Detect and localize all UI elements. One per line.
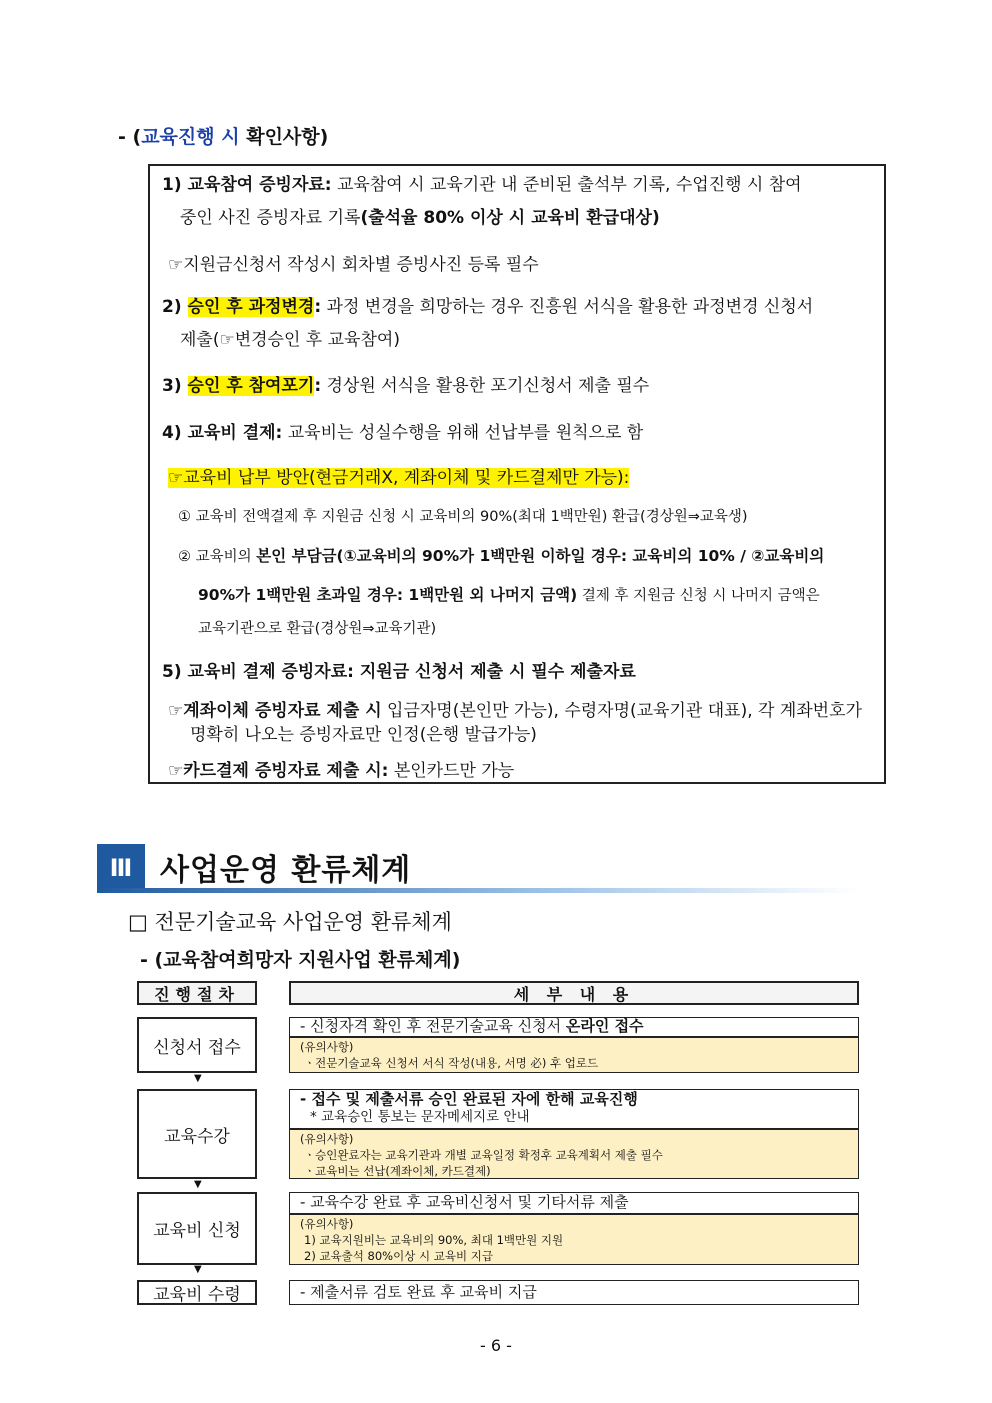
item4-sub2: ② 교육비의 본인 부담금(①교육비의 90%가 1백만원 이하일 경우: 교육비의 10% / ②교육비의: [178, 547, 825, 565]
page-number: - 6 -: [480, 1336, 512, 1355]
item1-line: 1) 교육참여 증빙자료: 교육참여 시 교육기관 내 준비된 출석부 기록, 수업진행 시 참여: [162, 175, 802, 195]
item4-sub1: ① 교육비 전액결제 후 지원금 신청 시 교육비의 90%(최대 1백만원) 환급(경상원⇒교육생): [178, 509, 748, 525]
section-heading: - (교육진행 시 확인사항): [118, 126, 329, 148]
chapter-title: 사업운영 환류체계: [160, 853, 412, 888]
step1-notes: (유의사항) ㆍ전문기술교육 신청서 서식 작성(내용, 서명 必) 후 업로드: [289, 1037, 859, 1073]
step2-notes: (유의사항) ㆍ승인완료자는 교육기관과 개별 교육일정 확정후 교육계획서 제출 필수 ㆍ교육비는 선납(계좌이체, 카드결제): [289, 1129, 859, 1179]
item4-sub2-line2: 90%가 1백만원 초과일 경우: 1백만원 외 나머지 금액) 결제 후 지원금 신청 시 나머지 금액은: [198, 586, 820, 604]
item5-note2: ☞카드결제 증빙자료 제출 시: 본인카드만 가능: [168, 761, 515, 781]
step-tuition-receipt: 교육비 수령: [137, 1280, 257, 1305]
item3-line: 3) 승인 후 참여포기: 경상원 서식을 활용한 포기신청서 제출 필수: [162, 376, 650, 396]
item4-note: ☞교육비 납부 방안(현금거래X, 계좌이체 및 카드결제만 가능):: [168, 468, 630, 488]
down-arrow-icon: ▼: [194, 1073, 202, 1084]
item5-note1-line2: 명확히 나오는 증빙자료만 인정(은행 발급가능): [190, 725, 537, 745]
table-header-details: 세 부 내 용: [289, 981, 859, 1005]
item2-line2: 제출(☞변경승인 후 교육참여): [180, 330, 400, 350]
item2-line: 2) 승인 후 과정변경: 과정 변경을 희망하는 경우 진흥원 서식을 활용한 과정변경 신청서: [162, 297, 814, 317]
down-arrow-icon: ▼: [194, 1264, 202, 1275]
item4-sub2-line3: 교육기관으로 환급(경상원⇒교육기관): [198, 621, 437, 637]
sub-sub-heading: - (교육참여희망자 지원사업 환류체계): [140, 949, 461, 971]
step3-notes: (유의사항) 1) 교육지원비는 교육비의 90%, 최대 1백만원 지원 2) 교육출석 80%이상 시 교육비 지급: [289, 1214, 859, 1265]
chapter-divider: [97, 888, 857, 893]
item1-note: ☞지원금신청서 작성시 회차별 증빙사진 등록 필수: [168, 255, 539, 275]
step1-detail: - 신청자격 확인 후 전문기술교육 신청서 온라인 접수: [289, 1017, 859, 1037]
step-course-attendance: 교육수강: [137, 1089, 257, 1179]
table-header-procedure: 진행절차: [137, 981, 257, 1005]
step3-detail: - 교육수강 완료 후 교육비신청서 및 기타서류 제출: [289, 1192, 859, 1214]
item5-line: 5) 교육비 결제 증빙자료: 지원금 신청서 제출 시 필수 제출자료: [162, 662, 636, 682]
step-tuition-claim: 교육비 신청: [137, 1192, 257, 1265]
sub-heading: □ 전문기술교육 사업운영 환류체계: [128, 910, 452, 934]
step2-detail: - 접수 및 제출서류 승인 완료된 자에 한해 교육진행 * 교육승인 통보는 문자메세지로 안내: [289, 1089, 859, 1129]
step4-detail: - 제출서류 검토 완료 후 교육비 지급: [289, 1280, 859, 1305]
item4-line: 4) 교육비 결제: 교육비는 성실수행을 위해 선납부를 원칙으로 함: [162, 423, 644, 443]
item1-line2: 중인 사진 증빙자료 기록(출석율 80% 이상 시 교육비 환급대상): [180, 208, 660, 228]
notice-box: [148, 164, 886, 784]
chapter-number-badge: Ⅲ: [97, 844, 145, 892]
item5-note1: ☞계좌이체 증빙자료 제출 시 입금자명(본인만 가능), 수령자명(교육기관 대표), 각 계좌번호가: [168, 701, 862, 721]
step-application-receipt: 신청서 접수: [137, 1017, 257, 1073]
down-arrow-icon: ▼: [194, 1179, 202, 1190]
